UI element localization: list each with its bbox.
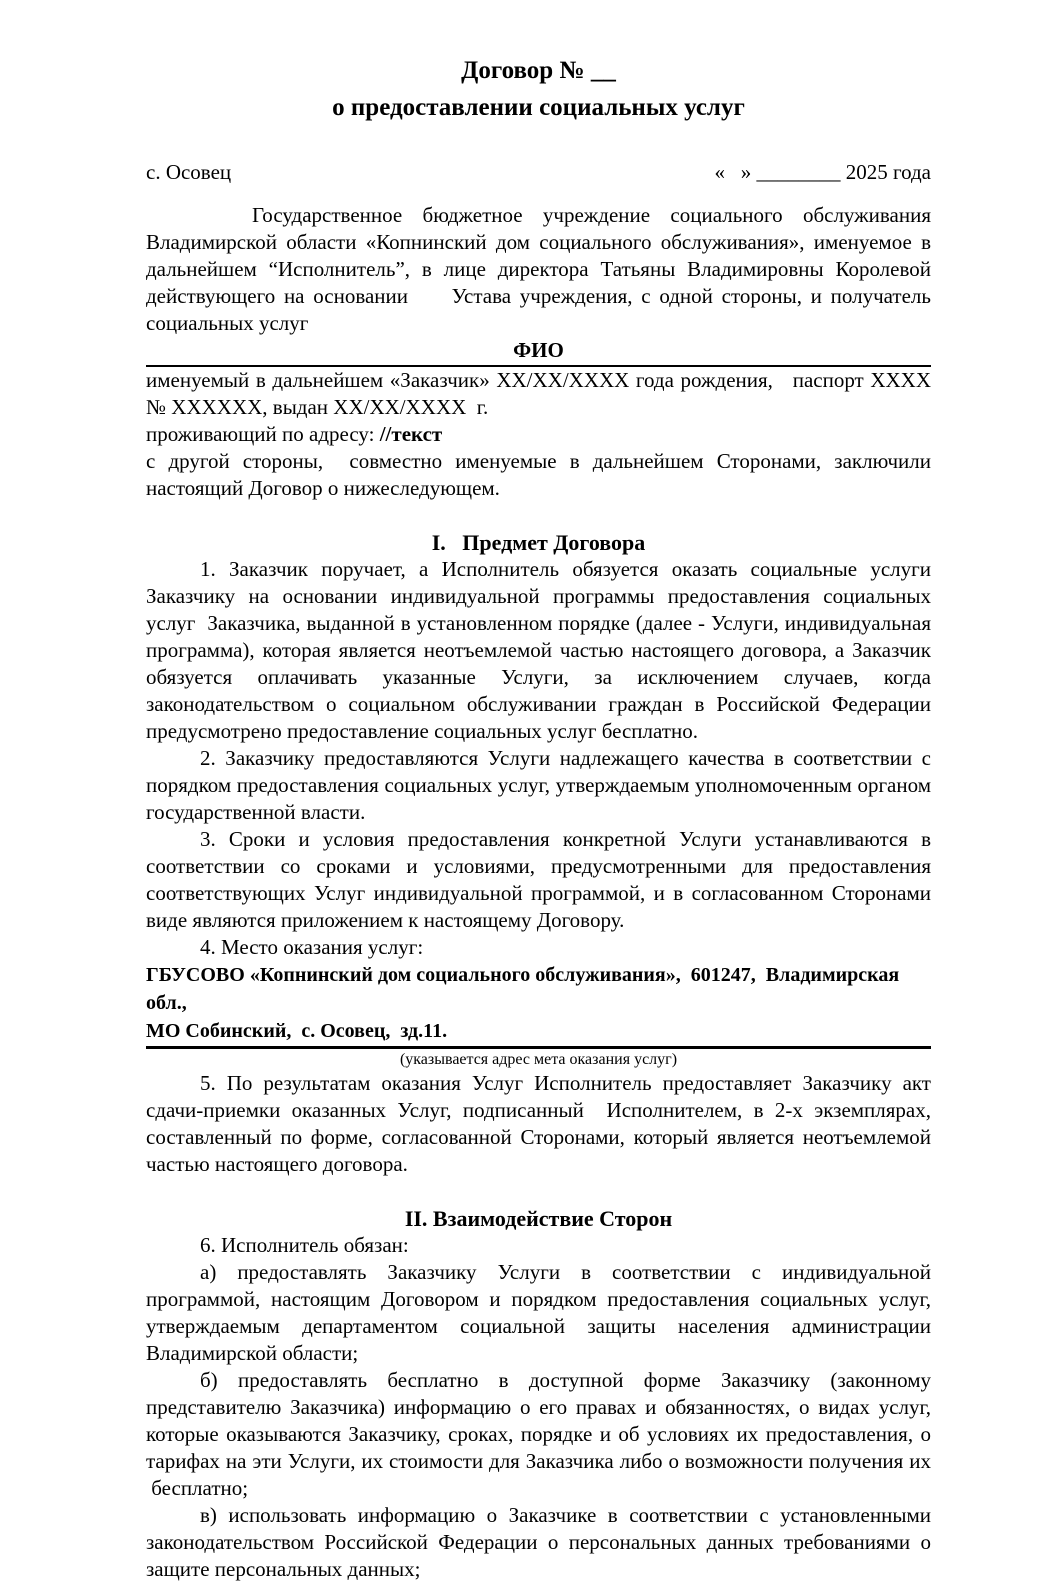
preamble-named-customer: именуемый в дальнейшем «Заказчик» XX/XX/XXXX года рождения, паспорт XXXX № XXXXXX, выдан XX/XX/XXXX г. bbox=[146, 368, 931, 419]
section2-pa: а) предоставлять Заказчику Услуги в соответствии с индивидуальной программой, настоящим Договором и порядком предоставления социальных услуг, утверждаемым департаментом социальной защиты населения администрации Владимирской области; bbox=[146, 1260, 931, 1365]
section2-pb: б) предоставлять бесплатно в доступной форме Заказчику (законному представителю Заказчика) информацию о его правах и обязанностях, о видах услуг, которые оказываются Заказчику, сроках, порядке и об условиях их предоставления, о тарифах на эти Услуги, их стоимости для Заказчика либо о возможности получения их бесплатно; bbox=[146, 1368, 931, 1500]
section2-heading: II. Взаимодействие Сторон bbox=[404, 1206, 673, 1231]
dateline-place: с. Осовец bbox=[146, 160, 232, 184]
preamble-intro: Государственное бюджетное учреждение социального обслуживания Владимирской области «Копнинский дом социального обслуживания», именуемое в дальнейшем “Исполнитель”, в лице директора Татьяны Владимировны Королевой действующего на основании Устава учреждения, с одной стороны, и получатель социальных услуг bbox=[146, 203, 931, 335]
dateline bbox=[146, 159, 931, 186]
address-caption: (указывается адрес мета оказания услуг) bbox=[399, 1051, 678, 1068]
section2-pv: в) использовать информацию о Заказчике в соответствии с установленными законодательством Российской Федерации о персональных данных требованиями о защите персональных данных; bbox=[146, 1503, 931, 1581]
section1-p2: 2. Заказчику предоставляются Услуги надлежащего качества в соответствии с порядком предоставления социальных услуг, утверждаемым уполномоченным органом государственной власти. bbox=[146, 746, 931, 824]
document-title-line2: о предоставлении социальных услуг bbox=[332, 94, 745, 121]
document-title bbox=[146, 52, 931, 126]
section1-p4: 4. Место оказания услуг: bbox=[200, 935, 424, 959]
section1-heading: I. Предмет Договора bbox=[431, 530, 646, 555]
section1-p1: 1. Заказчик поручает, а Исполнитель обязуется оказать социальные услуги Заказчику на основании индивидуальной программы предоставления социальных услуг Заказчика, выданной в установленном порядке (далее - Услуги, индивидуальная программа), которая является неотъемлемой частью настоящего договора, а Заказчик обязуется оплачивать указанные Услуги, за исключением случаев, когда законодательством о социальном обслуживании граждан в Российской Федерации предусмотрено предоставление социальных услуг бесплатно. bbox=[146, 557, 931, 743]
address-label: проживающий по адресу: bbox=[146, 422, 380, 446]
fio-heading: ФИО bbox=[146, 337, 931, 367]
address-value: //текст bbox=[379, 422, 443, 446]
section2-p6: 6. Исполнитель обязан: bbox=[200, 1233, 409, 1257]
place-of-service bbox=[146, 961, 931, 1045]
preamble-address-line bbox=[146, 421, 931, 448]
preamble-closing: с другой стороны, совместно именуемые в дальнейшем Сторонами, заключили настоящий Договор о нижеследующем. bbox=[146, 449, 931, 500]
section1-p3: 3. Сроки и условия предоставления конкретной Услуги устанавливаются в соответствии со сроками и условиями, предусмотренными для предоставления соответствующих Услуг индивидуальной программой, и в согласованном Сторонами виде являются приложением к настоящему Договору. bbox=[146, 827, 931, 932]
dateline-date: « » ________ 2025 года bbox=[714, 160, 931, 184]
place-of-service-line2: МО Собинский, с. Осовец, зд.11. bbox=[146, 1020, 448, 1042]
section1-p5: 5. По результатам оказания Услуг Исполнитель предоставляет Заказчику акт сдачи-приемки оказанных Услуг, подписанный Исполнителем, в 2-х экземплярах, составленный по форме, согласованной Сторонами, который является неотъемлемой частью настоящего договора. bbox=[146, 1071, 931, 1176]
place-of-service-line1: ГБУСОВО «Копнинский дом социального обслуживания», 601247, Владимирская обл., bbox=[146, 964, 900, 1014]
document-title-line1: Договор № __ bbox=[461, 57, 616, 84]
